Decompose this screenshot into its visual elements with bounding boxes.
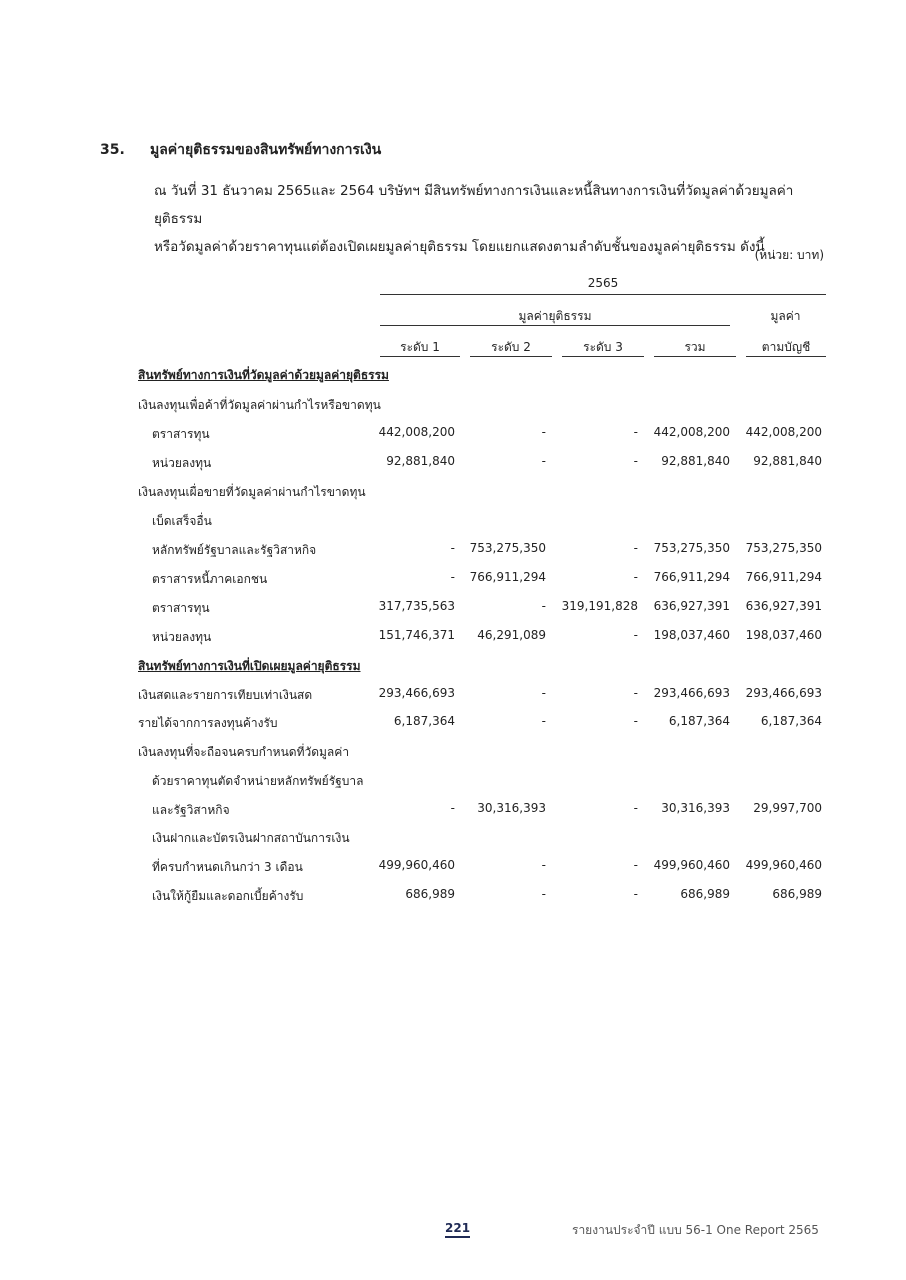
row-value-level1: 293,466,693 (378, 686, 455, 700)
row-value-total: 92,881,840 (661, 454, 730, 468)
row-value-level1: 686,989 (405, 887, 455, 901)
col-rule-total (654, 356, 736, 357)
row-value-level3: - (633, 425, 638, 439)
row-value-level2: - (541, 887, 546, 901)
report-title: รายงานประจำปี แบบ 56-1 One Report 2565 (572, 1223, 819, 1237)
row-value-level1: 442,008,200 (378, 425, 455, 439)
section-number: 35. (100, 142, 125, 158)
row-label: เงินให้กู้ยืมและดอกเบี้ยค้างรับ (152, 889, 304, 903)
table-row (138, 628, 828, 648)
table-row (138, 366, 828, 386)
row-label: หน่วยลงทุน (152, 456, 212, 470)
row-label: เงินสดและรายการเทียบเท่าเงินสด (138, 688, 313, 702)
row-value-level1: 151,746,371 (378, 628, 455, 642)
row-value-level1: 317,735,563 (378, 599, 455, 613)
row-value-level3: - (633, 570, 638, 584)
row-label: สินทรัพย์ทางการเงินที่เปิดเผยมูลค่ายุติธรรม (138, 659, 361, 673)
row-label: รายได้จากการลงทุนค้างรับ (138, 716, 278, 730)
row-value-level1: - (450, 541, 455, 555)
col-header-book: ตามบัญชี (761, 340, 811, 354)
row-value-level1: - (450, 570, 455, 584)
unit-label: (หน่วย: บาท) (754, 248, 824, 262)
col-header-level2: ระดับ 2 (491, 340, 531, 354)
table-row (138, 570, 828, 590)
row-value-total: 442,008,200 (653, 425, 730, 439)
row-value-level2: - (541, 454, 546, 468)
row-value-level2: - (541, 599, 546, 613)
section-title (100, 139, 381, 161)
table-row (138, 657, 828, 677)
row-label: เงินลงทุนที่จะถือจนครบกำหนดที่วัดมูลค่า (138, 745, 350, 759)
col-rule-level3 (562, 356, 644, 357)
fair-value-header: มูลค่ายุติธรรม (518, 309, 592, 323)
row-value-level3: - (633, 801, 638, 815)
col-rule-level2 (470, 356, 552, 357)
row-value-level3: - (633, 628, 638, 642)
table-row (138, 483, 828, 503)
row-value-total: 499,960,460 (653, 858, 730, 872)
row-label: สินทรัพย์ทางการเงินที่วัดมูลค่าด้วยมูลค่ายุติธรรม (138, 368, 389, 382)
table-row (138, 829, 828, 849)
intro-line-1: ณ วันที่ 31 ธันวาคม 2565และ 2564 บริษัทฯ มีสินทรัพย์ทางการเงินและหนี้สินทางการเงินที่วัดมูลค่าด้วยมูลค่ายุติธรรม (154, 183, 794, 227)
row-value-level2: - (541, 714, 546, 728)
row-label: หลักทรัพย์รัฐบาลและรัฐวิสาหกิจ (152, 543, 317, 557)
row-label: หน่วยลงทุน (152, 630, 212, 644)
row-value-level2: 30,316,393 (477, 801, 546, 815)
row-value-level3: 319,191,828 (561, 599, 638, 613)
row-value-level2: - (541, 425, 546, 439)
row-value-level3: - (633, 454, 638, 468)
row-value-level3: - (633, 858, 638, 872)
table-row (138, 541, 828, 561)
intro-line-2: หรือวัดมูลค่าด้วยราคาทุนแต่ต้องเปิดเผยมูลค่ายุติธรรม โดยแยกแสดงตามลำดับชั้นของมูลค่ายุติธรรม ดังนี้ (154, 239, 765, 255)
row-value-level2: 753,275,350 (469, 541, 546, 555)
row-value-book: 293,466,693 (745, 686, 822, 700)
row-value-book: 686,989 (772, 887, 822, 901)
row-value-level1: 92,881,840 (386, 454, 455, 468)
row-label: และรัฐวิสาหกิจ (152, 803, 230, 817)
table-row (138, 599, 828, 619)
row-value-total: 293,466,693 (653, 686, 730, 700)
intro-paragraph (154, 177, 834, 261)
row-label: เงินลงทุนเผื่อขายที่วัดมูลค่าผ่านกำไรขาดทุน (138, 485, 366, 499)
row-label: เบ็ดเสร็จอื่น (152, 514, 212, 528)
row-value-book: 6,187,364 (760, 714, 822, 728)
row-value-book: 766,911,294 (745, 570, 822, 584)
row-value-level1: - (450, 801, 455, 815)
row-label: เงินฝากและบัตรเงินฝากสถาบันการเงิน (152, 831, 350, 845)
row-value-book: 636,927,391 (745, 599, 822, 613)
year-rule (380, 294, 826, 295)
row-value-total: 686,989 (680, 887, 730, 901)
table-row (138, 512, 828, 532)
col-header-level1: ระดับ 1 (400, 340, 440, 354)
col-header-total: รวม (684, 340, 706, 354)
col-rule-book (746, 356, 826, 357)
row-value-level2: 766,911,294 (469, 570, 546, 584)
col-rule-level1 (380, 356, 460, 357)
row-value-book: 198,037,460 (745, 628, 822, 642)
col-header-level3: ระดับ 3 (583, 340, 623, 354)
table-row (138, 887, 828, 907)
table-row (138, 772, 828, 792)
table-row (138, 743, 828, 763)
table-row (138, 714, 828, 734)
row-value-total: 753,275,350 (653, 541, 730, 555)
year-header: 2565 (587, 276, 619, 290)
row-value-book: 29,997,700 (753, 801, 822, 815)
row-value-book: 92,881,840 (753, 454, 822, 468)
row-value-book: 442,008,200 (745, 425, 822, 439)
row-value-total: 6,187,364 (668, 714, 730, 728)
row-value-level1: 499,960,460 (378, 858, 455, 872)
table-row (138, 686, 828, 706)
book-value-header-top: มูลค่า (770, 309, 801, 323)
table-row (138, 454, 828, 474)
section-heading: มูลค่ายุติธรรมของสินทรัพย์ทางการเงิน (150, 142, 382, 158)
row-value-level2: - (541, 858, 546, 872)
row-value-level3: - (633, 541, 638, 555)
row-label: ตราสารทุน (152, 427, 210, 441)
row-label: ด้วยราคาทุนตัดจำหน่ายหลักทรัพย์รัฐบาล (152, 774, 364, 788)
table-row (138, 425, 828, 445)
row-value-level3: - (633, 887, 638, 901)
row-label: เงินลงทุนเพื่อค้าที่วัดมูลค่าผ่านกำไรหรือขาดทุน (138, 398, 381, 412)
row-value-book: 753,275,350 (745, 541, 822, 555)
row-value-level2: 46,291,089 (477, 628, 546, 642)
row-value-total: 766,911,294 (653, 570, 730, 584)
row-label: ตราสารทุน (152, 601, 210, 615)
fair-value-rule (380, 325, 730, 326)
row-value-total: 30,316,393 (661, 801, 730, 815)
row-value-book: 499,960,460 (745, 858, 822, 872)
table-row (138, 396, 828, 416)
row-value-level3: - (633, 714, 638, 728)
table-row (138, 858, 828, 878)
row-value-total: 198,037,460 (653, 628, 730, 642)
row-label: ตราสารหนี้ภาคเอกชน (152, 572, 268, 586)
row-value-level3: - (633, 686, 638, 700)
row-label: ที่ครบกำหนดเกินกว่า 3 เดือน (152, 860, 303, 874)
row-value-total: 636,927,391 (653, 599, 730, 613)
row-value-level2: - (541, 686, 546, 700)
row-value-level1: 6,187,364 (393, 714, 455, 728)
page-number: 221 (445, 1221, 470, 1238)
table-row (138, 801, 828, 821)
